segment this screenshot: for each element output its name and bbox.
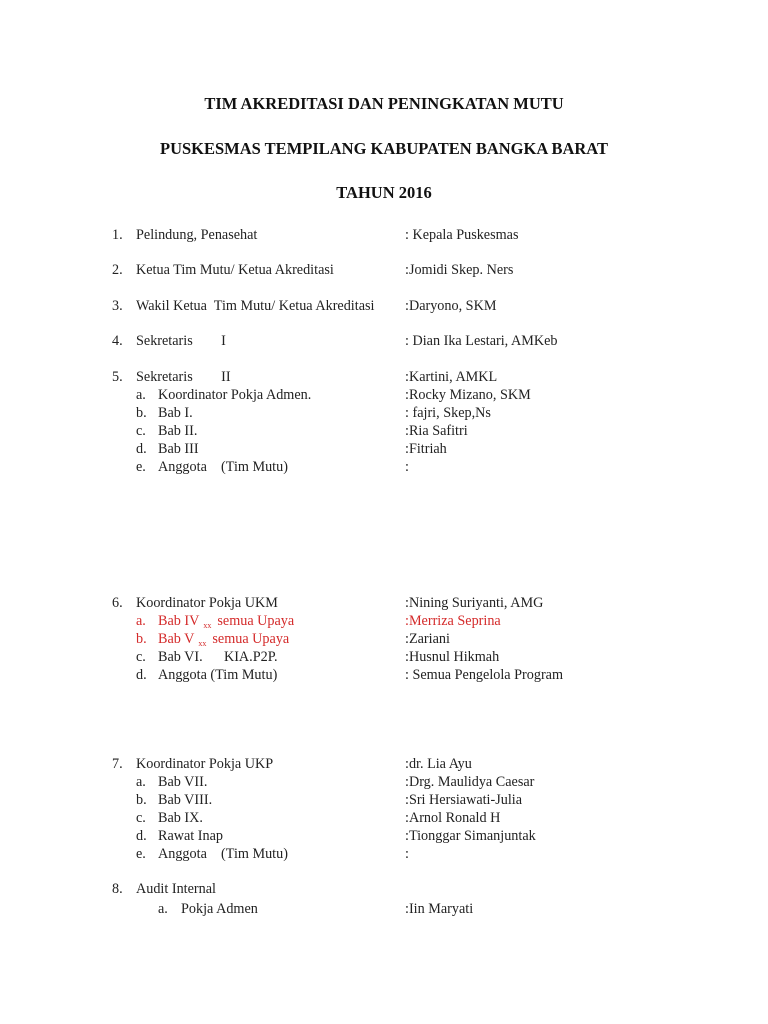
sub-item (0, 666, 768, 684)
list-item (0, 261, 768, 279)
sub-item-label: Bab VIII. (158, 792, 213, 808)
sub-item-value: :Sri Hersiawati-Julia (405, 792, 523, 808)
sub-item-label: Bab VII. (158, 774, 208, 790)
item-number: 5. (112, 369, 123, 385)
sub-item-label: Anggota (Tim Mutu) (158, 459, 288, 475)
item-number: 6. (112, 595, 123, 611)
sub-item-letter: d. (136, 828, 147, 844)
sub-item-value: :Arnol Ronald H (405, 810, 501, 826)
item-number: 4. (112, 333, 123, 349)
sub-item (0, 630, 768, 648)
sub-item (0, 422, 768, 440)
sub-item-letter: a. (158, 901, 168, 917)
item-number: 7. (112, 756, 123, 772)
sub-item-letter: d. (136, 667, 147, 683)
sub-item (0, 809, 768, 827)
sub-item-letter: a. (136, 774, 146, 790)
sub-item-label: Pokja Admen (181, 901, 258, 917)
sub-item-label-subscript: xx (203, 621, 212, 630)
list-item (0, 368, 768, 386)
list-item (0, 594, 768, 612)
sub-item-value: :Merriza Seprina (405, 613, 501, 629)
sub-item (0, 458, 768, 476)
sub-item-letter: b. (136, 792, 147, 808)
item-value: :Daryono, SKM (405, 298, 497, 314)
item-label: Koordinator Pokja UKP (136, 756, 274, 772)
sub-item-value: :Husnul Hikmah (405, 649, 500, 665)
sub-item-letter: b. (136, 631, 147, 647)
sub-item-value: : fajri, Skep,Ns (405, 405, 491, 421)
item-label: Pelindung, Penasehat (136, 227, 258, 243)
sub-item-label: Bab VI. KIA.P2P. (158, 649, 278, 665)
item-number: 2. (112, 262, 123, 278)
sub-item-letter: e. (136, 459, 146, 475)
sub-item-value: : (405, 459, 409, 475)
item-number: 1. (112, 227, 123, 243)
sub-item-label: Bab II. (158, 423, 198, 439)
item-label: Ketua Tim Mutu/ Ketua Akreditasi (136, 262, 334, 278)
list-item (0, 880, 768, 898)
sub-item-value: :Iin Maryati (405, 901, 474, 917)
item-value: :Jomidi Skep. Ners (405, 262, 514, 278)
list-item (0, 755, 768, 773)
sub-item-value: :Rocky Mizano, SKM (405, 387, 531, 403)
item-number: 8. (112, 881, 123, 897)
sub-item-label: Bab I. (158, 405, 193, 421)
sub-item (0, 440, 768, 458)
item-value: :Kartini, AMKL (405, 369, 498, 385)
item-number: 3. (112, 298, 123, 314)
sub-item-label: Anggota (Tim Mutu) (158, 846, 288, 862)
sub-item (0, 648, 768, 666)
sub-item-label-main: Bab V (158, 631, 195, 647)
item-value: : Dian Ika Lestari, AMKeb (405, 333, 558, 349)
sub-item (0, 612, 768, 630)
sub-item-value: :Tionggar Simanjuntak (405, 828, 536, 844)
sub-item-letter: c. (136, 423, 146, 439)
item-value: :dr. Lia Ayu (405, 756, 472, 772)
item-label: Koordinator Pokja UKM (136, 595, 278, 611)
sub-item-label: Bab IX. (158, 810, 203, 826)
sub-item-value: :Fitriah (405, 441, 447, 457)
sub-item-letter: e. (136, 846, 146, 862)
sub-item-label-rest: semua Upaya (217, 613, 295, 629)
sub-item-letter: a. (136, 613, 146, 629)
sub-item-label: Bab III (158, 441, 199, 457)
sub-item-value: : (405, 846, 409, 862)
list-item (0, 297, 768, 315)
sub-item (0, 773, 768, 791)
list-item (0, 226, 768, 244)
sub-item-letter: b. (136, 405, 147, 421)
sub-item (0, 900, 768, 918)
sub-item-label: Rawat Inap (158, 828, 224, 844)
sub-item-label-rest: semua Upaya (212, 631, 290, 647)
item-label: Sekretaris I (136, 333, 226, 349)
sub-item (0, 827, 768, 845)
sub-item-label-subscript: xx (198, 639, 207, 648)
sub-item-label-main: Bab IV (158, 613, 200, 629)
sub-item-letter: c. (136, 810, 146, 826)
sub-item (0, 386, 768, 404)
sub-item (0, 845, 768, 863)
item-label: Wakil Ketua Tim Mutu/ Ketua Akreditasi (136, 298, 375, 314)
sub-item-value: : Semua Pengelola Program (405, 667, 564, 683)
doc-year: TAHUN 2016 (336, 183, 432, 202)
sub-item-value: :Ria Safitri (405, 423, 468, 439)
doc-subtitle: PUSKESMAS TEMPILANG KABUPATEN BANGKA BARAT (160, 139, 608, 158)
sub-item-label: Koordinator Pokja Admen. (158, 387, 312, 403)
sub-item-letter: d. (136, 441, 147, 457)
sub-item (0, 791, 768, 809)
item-label: Audit Internal (136, 881, 216, 897)
item-value: : Kepala Puskesmas (405, 227, 519, 243)
doc-title: TIM AKREDITASI DAN PENINGKATAN MUTU (204, 94, 564, 113)
sub-item-value: :Drg. Maulidya Caesar (405, 774, 535, 790)
item-label: Sekretaris II (136, 369, 231, 385)
sub-item-letter: a. (136, 387, 146, 403)
sub-item (0, 404, 768, 422)
sub-item-value: :Zariani (405, 631, 450, 647)
sub-item-label: Anggota (Tim Mutu) (158, 667, 278, 683)
sub-item-letter: c. (136, 649, 146, 665)
item-value: :Nining Suriyanti, AMG (405, 595, 544, 611)
list-item (0, 332, 768, 350)
